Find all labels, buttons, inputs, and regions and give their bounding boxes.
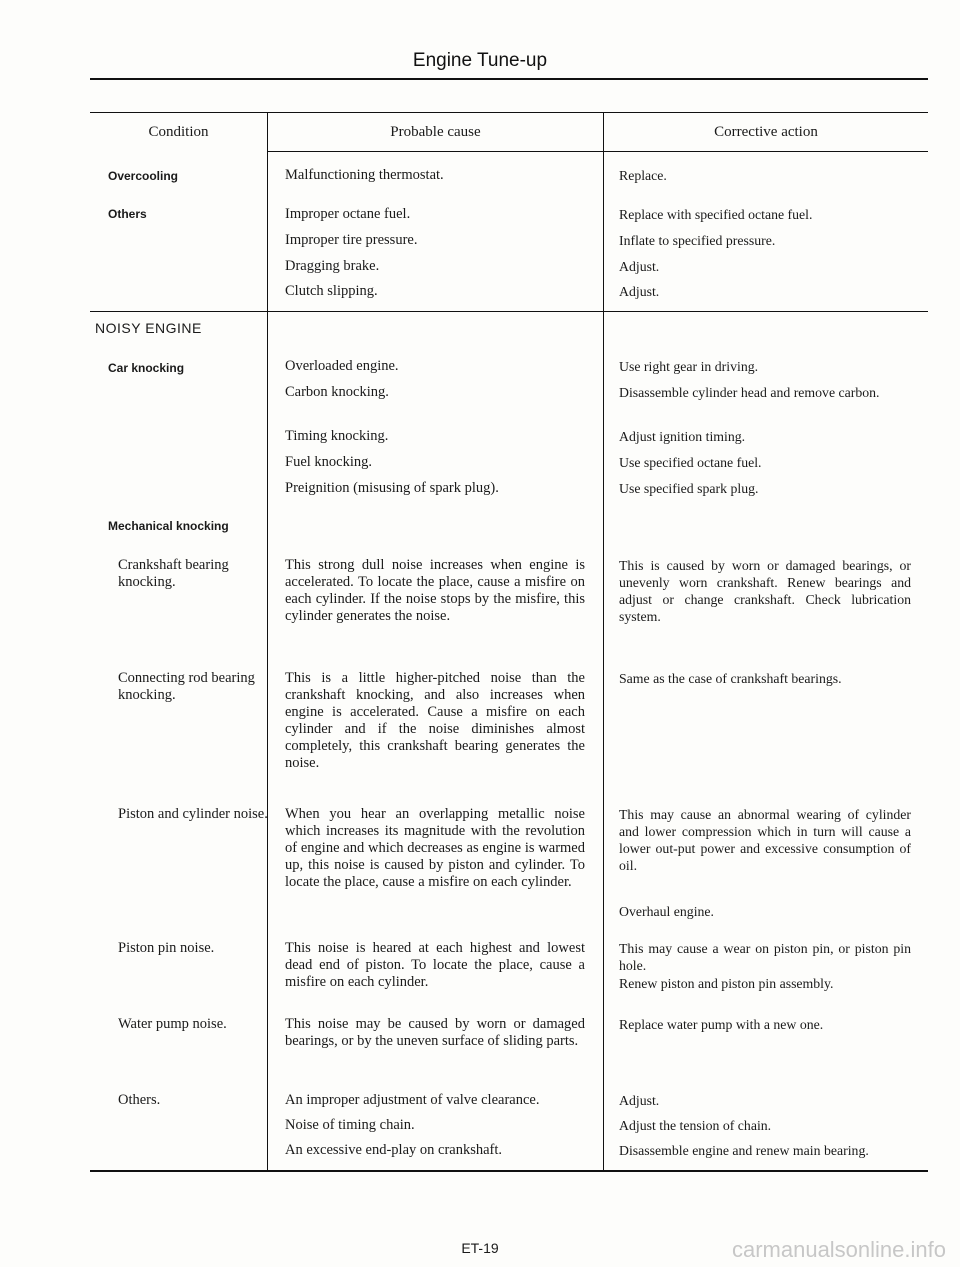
action-text: Use specified spark plug. (619, 481, 759, 496)
cause-text: Improper tire pressure. (285, 232, 418, 248)
page-header: Engine Tune-up (412, 50, 548, 71)
sub-condition: Crankshaft bearing knocking. (118, 557, 229, 590)
condition-overcooling: Overcooling (108, 169, 179, 183)
table-bottom-rule (90, 1170, 928, 1172)
cause-text: Fuel knocking. (285, 454, 372, 470)
sub-condition: Others. (118, 1092, 161, 1108)
column-header-cause: Probable cause (390, 124, 481, 140)
action-text: Adjust. (619, 259, 660, 274)
cause-text: An improper adjustment of valve clearance. (285, 1092, 540, 1108)
divider-action (603, 112, 604, 1170)
cause-text: This strong dull noise increases when engine is accelerated. To locate the place, cause a misfire on each cylinder. If the noise stops by the misfire, this cylinder generates the noise. (285, 557, 585, 624)
action-text: Disassemble cylinder head and remove carbon. (619, 385, 880, 400)
cause-text: Timing knocking. (285, 428, 389, 444)
action-text: This may cause an abnormal wearing of cylinder and lower compression which in turn will cause a lower out-put power and excessive consumption of oil. (619, 807, 911, 873)
sub-condition: Connecting rod bearing knocking. (118, 670, 255, 703)
sub-condition: Piston pin noise. (118, 940, 215, 956)
section-rule (90, 311, 928, 312)
action-text: This may cause a wear on piston pin, or piston pin hole. (619, 941, 911, 973)
action-text: Replace with specified octane fuel. (619, 207, 813, 222)
action-text: Adjust. (619, 1093, 660, 1108)
cause-text: This noise may be caused by worn or damaged bearings, or by the uneven surface of sliding parts. (285, 1016, 585, 1049)
watermark: carmanualsonline.info (731, 1237, 946, 1262)
sub-condition: Water pump noise. (118, 1016, 227, 1032)
cause-text: Preignition (misusing of spark plug). (285, 480, 499, 496)
condition-others: Others (108, 207, 147, 221)
action-text: Renew piston and piston pin assembly. (619, 976, 834, 991)
action-text: Adjust. (619, 284, 660, 299)
cause-text: This is a little higher-pitched noise than the crankshaft knocking, and also increases when engine is accelerated. Cause a misfire on each cylinder and if the noise diminishes almost completely, this crankshaft bearing generates the noise. (285, 670, 585, 771)
action-text: Disassemble engine and renew main bearing. (619, 1143, 869, 1158)
action-text: Adjust the tension of chain. (619, 1118, 772, 1133)
column-header-action: Corrective action (714, 124, 818, 140)
action-text: Replace water pump with a new one. (619, 1017, 824, 1032)
condition-car-knocking: Car knocking (108, 361, 185, 375)
action-text: Inflate to specified pressure. (619, 233, 776, 248)
column-header-condition: Condition (148, 124, 209, 140)
action-text: Adjust ignition timing. (619, 429, 746, 444)
action-text: This is caused by worn or damaged bearings, or unevenly worn crankshaft. Renew bearings and adjust or change crankshaft. Check lubrication system. (619, 558, 911, 624)
section-title: NOISY ENGINE (95, 320, 202, 336)
action-text: Overhaul engine. (619, 904, 715, 919)
cause-text: Dragging brake. (285, 258, 380, 274)
cause-text: Clutch slipping. (285, 283, 378, 299)
cause-text: When you hear an overlapping metallic noise which increases its magnitude with the revolution of engine and which decreases as engine is warmed up, this noise is caused by piston and cylinder. To locate the place, cause a misfire on each cylinder. (285, 806, 585, 890)
cause-text: Improper octane fuel. (285, 206, 411, 222)
action-text: Use specified octane fuel. (619, 455, 762, 470)
sub-condition: Piston and cylinder noise. (118, 806, 268, 822)
condition-mechanical-knocking: Mechanical knocking (108, 519, 229, 533)
cause-text: This noise is heared at each highest and lowest dead end of piston. To locate the place, cause a misfire on each cylinder. (285, 940, 585, 990)
cause-text: An excessive end-play on crankshaft. (285, 1142, 503, 1158)
cause-text: Malfunctioning thermostat. (285, 167, 444, 183)
cause-text: Noise of timing chain. (285, 1117, 415, 1133)
cause-text: Overloaded engine. (285, 358, 399, 374)
table-top-rule (90, 112, 928, 113)
action-text: Replace. (619, 168, 667, 183)
action-text: Use right gear in driving. (619, 359, 759, 374)
page-number: ET-19 (461, 1240, 499, 1256)
cause-text: Carbon knocking. (285, 384, 389, 400)
column-head-rule (268, 151, 928, 152)
divider-cause (267, 112, 268, 1170)
header-rule (90, 78, 928, 80)
action-text: Same as the case of crankshaft bearings. (619, 671, 842, 686)
